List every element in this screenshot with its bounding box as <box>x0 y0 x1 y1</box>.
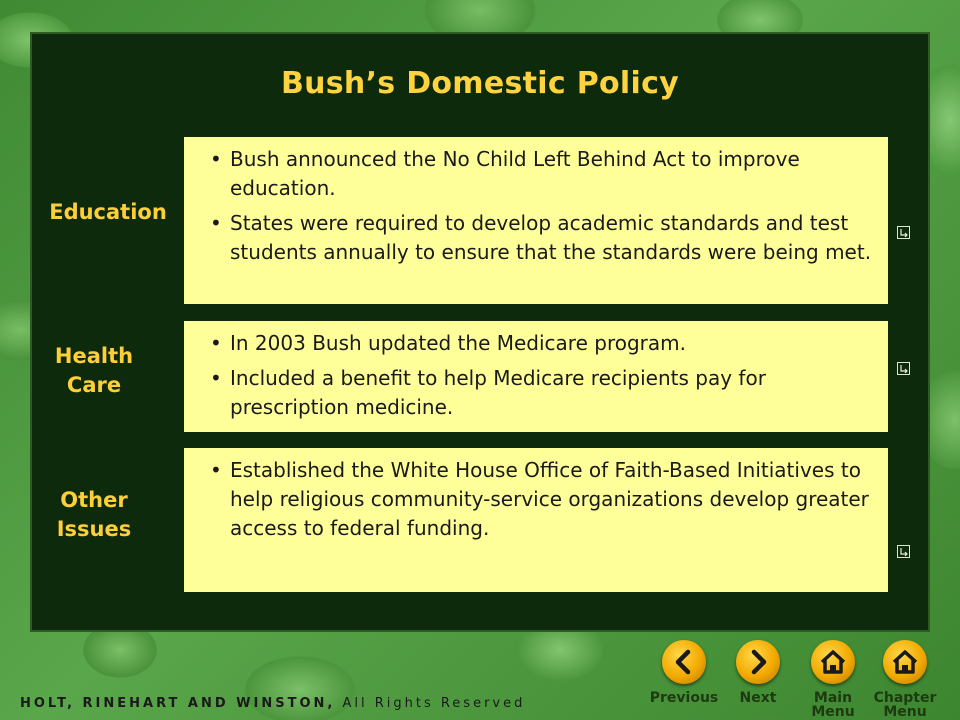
section-label-line: Issues <box>56 517 132 541</box>
rights-text: All Rights Reserved <box>335 696 526 711</box>
next-button[interactable] <box>736 640 780 684</box>
home-icon <box>883 640 927 684</box>
copyright-footer <box>20 696 525 711</box>
home-icon <box>811 640 855 684</box>
bullet-item: • Established the White House Office of Faith-Based Initiatives to help religious community-service organizations develop greater access to federal funding. <box>198 456 878 543</box>
main-menu-label-line: Menu <box>811 704 855 720</box>
section-label-line: Other <box>60 488 128 512</box>
chevron-right-icon <box>736 640 780 684</box>
section-label-line: Health <box>54 344 134 368</box>
section-label-other-issues <box>40 486 148 544</box>
section-label-education <box>40 198 176 227</box>
main-menu-button[interactable] <box>811 640 855 684</box>
section-label-health-care <box>40 342 148 400</box>
publisher-name: HOLT, RINEHART AND WINSTON, <box>20 696 336 711</box>
main-menu-label-line: Main <box>813 690 853 706</box>
return-arrow-icon[interactable] <box>897 545 910 558</box>
section-box-education <box>184 137 888 304</box>
bullet-item: • Included a benefit to help Medicare recipients pay for prescription medicine. <box>198 364 878 422</box>
section-box-other-issues <box>184 448 888 592</box>
bullet-item: • Bush announced the No Child Left Behind Act to improve education. <box>198 145 878 203</box>
bullet-item: • States were required to develop academic standards and test students annually to ensure that the standards were being met. <box>198 209 878 267</box>
previous-button[interactable] <box>662 640 706 684</box>
section-label-line: Care <box>66 373 122 397</box>
chapter-menu-label-line: Menu <box>883 704 927 720</box>
chapter-menu-label[interactable] <box>865 691 945 719</box>
bullet-item: • In 2003 Bush updated the Medicare program. <box>198 329 878 358</box>
return-arrow-icon[interactable] <box>897 362 910 375</box>
return-arrow-icon[interactable] <box>897 226 910 239</box>
main-menu-label[interactable] <box>793 691 873 719</box>
section-label-line: Education <box>49 200 167 224</box>
chapter-menu-label-line: Chapter <box>873 690 937 706</box>
previous-label[interactable]: Previous <box>649 690 719 706</box>
slide-title: Bush’s Domestic Policy <box>280 66 680 101</box>
next-label[interactable]: Next <box>739 690 777 706</box>
chevron-left-icon <box>662 640 706 684</box>
chapter-menu-button[interactable] <box>883 640 927 684</box>
section-box-health-care <box>184 321 888 432</box>
